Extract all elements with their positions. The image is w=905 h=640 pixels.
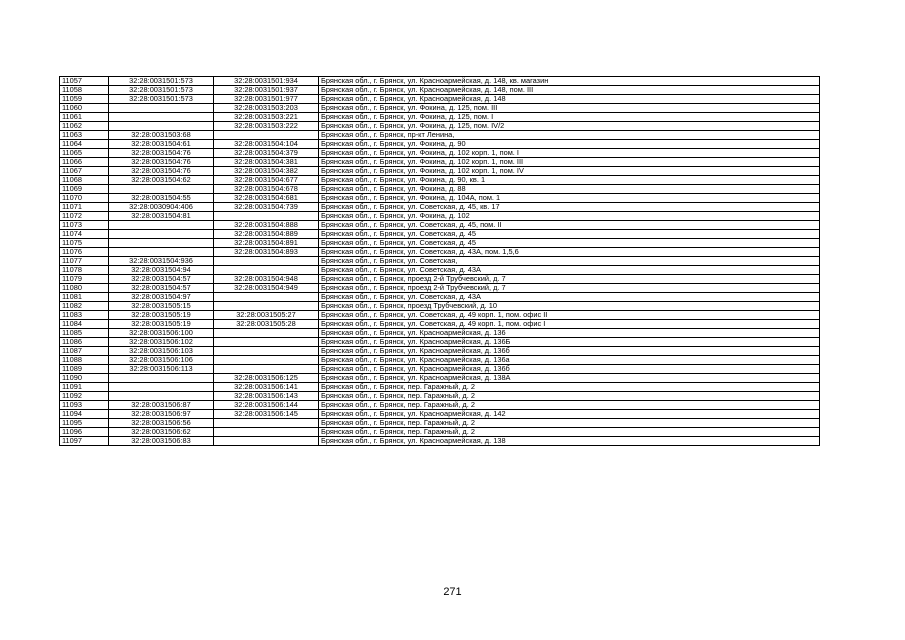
object-number-cell bbox=[214, 419, 319, 428]
row-number-cell: 11080 bbox=[60, 284, 109, 293]
object-number-cell bbox=[214, 347, 319, 356]
object-number-cell bbox=[214, 302, 319, 311]
table-row bbox=[60, 437, 820, 446]
row-number-cell: 11092 bbox=[60, 392, 109, 401]
row-number-cell: 11076 bbox=[60, 248, 109, 257]
row-number-cell: 11066 bbox=[60, 158, 109, 167]
object-number-cell: 32:28:0031504:891 bbox=[214, 239, 319, 248]
address-cell: Брянская обл., г. Брянск, пер. Гаражный, д. 2 bbox=[319, 428, 820, 437]
row-number-cell: 11097 bbox=[60, 437, 109, 446]
object-number-cell: 32:28:0031504:382 bbox=[214, 167, 319, 176]
address-cell: Брянская обл., г. Брянск, ул. Красноармейская, д. 138А bbox=[319, 374, 820, 383]
object-number-cell bbox=[214, 293, 319, 302]
table-row bbox=[60, 392, 820, 401]
object-number-cell bbox=[214, 257, 319, 266]
object-number-cell: 32:28:0031504:948 bbox=[214, 275, 319, 284]
table-row bbox=[60, 329, 820, 338]
object-number-cell: 32:28:0031506:143 bbox=[214, 392, 319, 401]
table-row bbox=[60, 185, 820, 194]
table-row bbox=[60, 158, 820, 167]
table-row bbox=[60, 257, 820, 266]
address-cell: Брянская обл., г. Брянск, ул. Красноармейская, д. 136а bbox=[319, 356, 820, 365]
cadastral-number-cell: 32:28:0031501:573 bbox=[109, 77, 214, 86]
address-cell: Брянская обл., г. Брянск, ул. Советская, д. 49 корп. 1, пом. офис II bbox=[319, 311, 820, 320]
row-number-cell: 11081 bbox=[60, 293, 109, 302]
address-cell: Брянская обл., г. Брянск, ул. Советская, д. 45, кв. 17 bbox=[319, 203, 820, 212]
table-row bbox=[60, 194, 820, 203]
cadastral-number-cell: 32:28:0031504:57 bbox=[109, 275, 214, 284]
row-number-cell: 11094 bbox=[60, 410, 109, 419]
table-row bbox=[60, 95, 820, 104]
row-number-cell: 11070 bbox=[60, 194, 109, 203]
cadastral-number-cell: 32:28:0031504:62 bbox=[109, 176, 214, 185]
row-number-cell: 11083 bbox=[60, 311, 109, 320]
cadastral-number-cell: 32:28:0031504:76 bbox=[109, 167, 214, 176]
cadastral-number-cell: 32:28:0031504:76 bbox=[109, 158, 214, 167]
table-row bbox=[60, 122, 820, 131]
row-number-cell: 11060 bbox=[60, 104, 109, 113]
object-number-cell: 32:28:0031504:678 bbox=[214, 185, 319, 194]
object-number-cell bbox=[214, 356, 319, 365]
row-number-cell: 11068 bbox=[60, 176, 109, 185]
cadastral-number-cell: 32:28:0031504:94 bbox=[109, 266, 214, 275]
object-number-cell bbox=[214, 428, 319, 437]
row-number-cell: 11093 bbox=[60, 401, 109, 410]
cadastral-number-cell: 32:28:0031506:102 bbox=[109, 338, 214, 347]
cadastral-number-cell bbox=[109, 383, 214, 392]
table-row bbox=[60, 410, 820, 419]
address-cell: Брянская обл., г. Брянск, ул. Фокина, д. 102 корп. 1, пом. I bbox=[319, 149, 820, 158]
object-number-cell: 32:28:0031504:739 bbox=[214, 203, 319, 212]
row-number-cell: 11062 bbox=[60, 122, 109, 131]
row-number-cell: 11067 bbox=[60, 167, 109, 176]
object-number-cell: 32:28:0031504:889 bbox=[214, 230, 319, 239]
cadastral-number-cell: 32:28:0031501:573 bbox=[109, 95, 214, 104]
table-row bbox=[60, 347, 820, 356]
table-row bbox=[60, 356, 820, 365]
table-row bbox=[60, 374, 820, 383]
row-number-cell: 11084 bbox=[60, 320, 109, 329]
object-number-cell: 32:28:0031504:104 bbox=[214, 140, 319, 149]
address-cell: Брянская обл., г. Брянск, проезд 2-й Трубчевский, д. 7 bbox=[319, 284, 820, 293]
table-row bbox=[60, 221, 820, 230]
cadastral-number-cell: 32:28:0031506:100 bbox=[109, 329, 214, 338]
cadastral-number-cell: 32:28:0031506:113 bbox=[109, 365, 214, 374]
address-cell: Брянская обл., г. Брянск, ул. Красноармейская, д. 148 bbox=[319, 95, 820, 104]
table-row bbox=[60, 248, 820, 257]
object-number-cell: 32:28:0031503:203 bbox=[214, 104, 319, 113]
address-cell: Брянская обл., г. Брянск, ул. Фокина, д. 102 корп. 1, пом. III bbox=[319, 158, 820, 167]
cadastral-number-cell bbox=[109, 185, 214, 194]
table-row bbox=[60, 113, 820, 122]
table-row bbox=[60, 419, 820, 428]
row-number-cell: 11069 bbox=[60, 185, 109, 194]
cadastral-number-cell: 32:28:0031504:57 bbox=[109, 284, 214, 293]
row-number-cell: 11064 bbox=[60, 140, 109, 149]
table-row bbox=[60, 86, 820, 95]
address-cell: Брянская обл., г. Брянск, ул. Фокина, д. 125, пом. IV/2 bbox=[319, 122, 820, 131]
address-cell: Брянская обл., г. Брянск, проезд Трубчевский, д. 10 bbox=[319, 302, 820, 311]
cadastral-number-cell: 32:28:0031505:15 bbox=[109, 302, 214, 311]
address-cell: Брянская обл., г. Брянск, ул. Красноармейская, д. 136Б bbox=[319, 338, 820, 347]
cadastral-number-cell: 32:28:0031506:87 bbox=[109, 401, 214, 410]
address-cell: Брянская обл., г. Брянск, ул. Красноармейская, д. 136б bbox=[319, 365, 820, 374]
table-row bbox=[60, 149, 820, 158]
address-cell: Брянская обл., г. Брянск, ул. Фокина, д. 102 корп. 1, пом. IV bbox=[319, 167, 820, 176]
object-number-cell bbox=[214, 365, 319, 374]
row-number-cell: 11091 bbox=[60, 383, 109, 392]
cadastral-number-cell: 32:28:0031503:68 bbox=[109, 131, 214, 140]
address-cell: Брянская обл., г. Брянск, проезд 2-й Трубчевский, д. 7 bbox=[319, 275, 820, 284]
address-cell: Брянская обл., г. Брянск, пер. Гаражный, д. 2 bbox=[319, 401, 820, 410]
address-cell: Брянская обл., г. Брянск, ул. Фокина, д. 125, пом. I bbox=[319, 113, 820, 122]
row-number-cell: 11059 bbox=[60, 95, 109, 104]
object-number-cell: 32:28:0031504:949 bbox=[214, 284, 319, 293]
address-cell: Брянская обл., г. Брянск, ул. Фокина, д. 104А, пом. 1 bbox=[319, 194, 820, 203]
row-number-cell: 11061 bbox=[60, 113, 109, 122]
cadastral-number-cell: 32:28:0031506:97 bbox=[109, 410, 214, 419]
object-number-cell: 32:28:0031506:141 bbox=[214, 383, 319, 392]
address-cell: Брянская обл., г. Брянск, ул. Красноармейская, д. 148, пом. III bbox=[319, 86, 820, 95]
address-cell: Брянская обл., г. Брянск, ул. Советская, д. 45 bbox=[319, 230, 820, 239]
cadastral-number-cell: 32:28:0031506:103 bbox=[109, 347, 214, 356]
object-number-cell: 32:28:0031506:145 bbox=[214, 410, 319, 419]
cadastral-number-cell: 32:28:0031505:19 bbox=[109, 320, 214, 329]
address-cell: Брянская обл., г. Брянск, ул. Советская, д. 45 bbox=[319, 239, 820, 248]
address-cell: Брянская обл., г. Брянск, ул. Фокина, д. 125, пом. III bbox=[319, 104, 820, 113]
table-row bbox=[60, 311, 820, 320]
row-number-cell: 11078 bbox=[60, 266, 109, 275]
cadastral-number-cell bbox=[109, 221, 214, 230]
cadastral-number-cell bbox=[109, 374, 214, 383]
row-number-cell: 11077 bbox=[60, 257, 109, 266]
table-row bbox=[60, 302, 820, 311]
address-cell: Брянская обл., г. Брянск, ул. Фокина, д. 90, кв. 1 bbox=[319, 176, 820, 185]
address-cell: Брянская обл., г. Брянск, ул. Советская, д. 43А bbox=[319, 266, 820, 275]
object-number-cell: 32:28:0031504:893 bbox=[214, 248, 319, 257]
row-number-cell: 11063 bbox=[60, 131, 109, 140]
address-cell: Брянская обл., г. Брянск, ул. Фокина, д. 90 bbox=[319, 140, 820, 149]
object-number-cell: 32:28:0031504:381 bbox=[214, 158, 319, 167]
address-cell: Брянская обл., г. Брянск, ул. Фокина, д. 88 bbox=[319, 185, 820, 194]
object-number-cell: 32:28:0031505:27 bbox=[214, 311, 319, 320]
cadastral-number-cell: 32:28:0031504:55 bbox=[109, 194, 214, 203]
table-row bbox=[60, 338, 820, 347]
address-cell: Брянская обл., г. Брянск, ул. Фокина, д. 102 bbox=[319, 212, 820, 221]
row-number-cell: 11065 bbox=[60, 149, 109, 158]
table-row bbox=[60, 275, 820, 284]
table-row bbox=[60, 203, 820, 212]
object-number-cell bbox=[214, 329, 319, 338]
cadastral-number-cell: 32:28:0031506:56 bbox=[109, 419, 214, 428]
address-cell: Брянская обл., г. Брянск, ул. Красноармейская, д. 142 bbox=[319, 410, 820, 419]
registry-table bbox=[59, 76, 820, 446]
address-cell: Брянская обл., г. Брянск, ул. Советская, bbox=[319, 257, 820, 266]
object-number-cell bbox=[214, 212, 319, 221]
cadastral-number-cell: 32:28:0031506:106 bbox=[109, 356, 214, 365]
table-row bbox=[60, 284, 820, 293]
row-number-cell: 11090 bbox=[60, 374, 109, 383]
cadastral-number-cell: 32:28:0031504:97 bbox=[109, 293, 214, 302]
object-number-cell bbox=[214, 131, 319, 140]
address-cell: Брянская обл., г. Брянск, ул. Красноармейская, д. 148, кв. магазин bbox=[319, 77, 820, 86]
row-number-cell: 11075 bbox=[60, 239, 109, 248]
table-row bbox=[60, 320, 820, 329]
row-number-cell: 11074 bbox=[60, 230, 109, 239]
object-number-cell bbox=[214, 266, 319, 275]
table-row bbox=[60, 131, 820, 140]
object-number-cell: 32:28:0031501:977 bbox=[214, 95, 319, 104]
object-number-cell: 32:28:0031503:222 bbox=[214, 122, 319, 131]
row-number-cell: 11073 bbox=[60, 221, 109, 230]
row-number-cell: 11057 bbox=[60, 77, 109, 86]
object-number-cell: 32:28:0031501:937 bbox=[214, 86, 319, 95]
table-row bbox=[60, 239, 820, 248]
registry-table-container bbox=[59, 76, 820, 446]
object-number-cell: 32:28:0031504:677 bbox=[214, 176, 319, 185]
object-number-cell: 32:28:0031505:28 bbox=[214, 320, 319, 329]
object-number-cell: 32:28:0031506:125 bbox=[214, 374, 319, 383]
table-row bbox=[60, 140, 820, 149]
row-number-cell: 11088 bbox=[60, 356, 109, 365]
page-number: 271 bbox=[443, 586, 462, 598]
object-number-cell bbox=[214, 437, 319, 446]
address-cell: Брянская обл., г. Брянск, пер. Гаражный, д. 2 bbox=[319, 383, 820, 392]
cadastral-number-cell: 32:28:0031505:19 bbox=[109, 311, 214, 320]
table-row bbox=[60, 167, 820, 176]
address-cell: Брянская обл., г. Брянск, ул. Красноармейская, д. 138 bbox=[319, 437, 820, 446]
table-row bbox=[60, 77, 820, 86]
row-number-cell: 11089 bbox=[60, 365, 109, 374]
address-cell: Брянская обл., г. Брянск, ул. Советская, д. 43А bbox=[319, 293, 820, 302]
row-number-cell: 11095 bbox=[60, 419, 109, 428]
object-number-cell: 32:28:0031504:379 bbox=[214, 149, 319, 158]
object-number-cell: 32:28:0031503:221 bbox=[214, 113, 319, 122]
row-number-cell: 11085 bbox=[60, 329, 109, 338]
cadastral-number-cell bbox=[109, 230, 214, 239]
table-row bbox=[60, 266, 820, 275]
cadastral-number-cell: 32:28:0031504:81 bbox=[109, 212, 214, 221]
cadastral-number-cell: 32:28:0031504:76 bbox=[109, 149, 214, 158]
cadastral-number-cell: 32:28:0030904:406 bbox=[109, 203, 214, 212]
address-cell: Брянская обл., г. Брянск, пр-кт Ленина, bbox=[319, 131, 820, 140]
cadastral-number-cell bbox=[109, 239, 214, 248]
table-row bbox=[60, 104, 820, 113]
table-row bbox=[60, 293, 820, 302]
address-cell: Брянская обл., г. Брянск, ул. Красноармейская, д. 136б bbox=[319, 347, 820, 356]
cadastral-number-cell bbox=[109, 113, 214, 122]
object-number-cell: 32:28:0031504:888 bbox=[214, 221, 319, 230]
table-row bbox=[60, 365, 820, 374]
row-number-cell: 11072 bbox=[60, 212, 109, 221]
object-number-cell: 32:28:0031501:934 bbox=[214, 77, 319, 86]
address-cell: Брянская обл., г. Брянск, ул. Советская, д. 49 корп. 1, пом. офис I bbox=[319, 320, 820, 329]
object-number-cell: 32:28:0031504:681 bbox=[214, 194, 319, 203]
cadastral-number-cell: 32:28:0031506:83 bbox=[109, 437, 214, 446]
row-number-cell: 11082 bbox=[60, 302, 109, 311]
cadastral-number-cell bbox=[109, 104, 214, 113]
cadastral-number-cell bbox=[109, 122, 214, 131]
row-number-cell: 11087 bbox=[60, 347, 109, 356]
table-row bbox=[60, 212, 820, 221]
table-row bbox=[60, 230, 820, 239]
cadastral-number-cell bbox=[109, 392, 214, 401]
cadastral-number-cell: 32:28:0031504:61 bbox=[109, 140, 214, 149]
address-cell: Брянская обл., г. Брянск, пер. Гаражный, д. 2 bbox=[319, 419, 820, 428]
row-number-cell: 11071 bbox=[60, 203, 109, 212]
table-body bbox=[60, 77, 820, 446]
address-cell: Брянская обл., г. Брянск, ул. Советская, д. 45, пом. II bbox=[319, 221, 820, 230]
row-number-cell: 11058 bbox=[60, 86, 109, 95]
address-cell: Брянская обл., г. Брянск, ул. Советская, д. 43А, пом. 1,5,6 bbox=[319, 248, 820, 257]
cadastral-number-cell: 32:28:0031506:62 bbox=[109, 428, 214, 437]
table-row bbox=[60, 176, 820, 185]
address-cell: Брянская обл., г. Брянск, ул. Красноармейская, д. 136 bbox=[319, 329, 820, 338]
object-number-cell: 32:28:0031506:144 bbox=[214, 401, 319, 410]
cadastral-number-cell: 32:28:0031501:573 bbox=[109, 86, 214, 95]
object-number-cell bbox=[214, 338, 319, 347]
cadastral-number-cell bbox=[109, 248, 214, 257]
table-row bbox=[60, 401, 820, 410]
row-number-cell: 11079 bbox=[60, 275, 109, 284]
row-number-cell: 11086 bbox=[60, 338, 109, 347]
cadastral-number-cell: 32:28:0031504:936 bbox=[109, 257, 214, 266]
table-row bbox=[60, 383, 820, 392]
row-number-cell: 11096 bbox=[60, 428, 109, 437]
address-cell: Брянская обл., г. Брянск, пер. Гаражный, д. 2 bbox=[319, 392, 820, 401]
table-row bbox=[60, 428, 820, 437]
